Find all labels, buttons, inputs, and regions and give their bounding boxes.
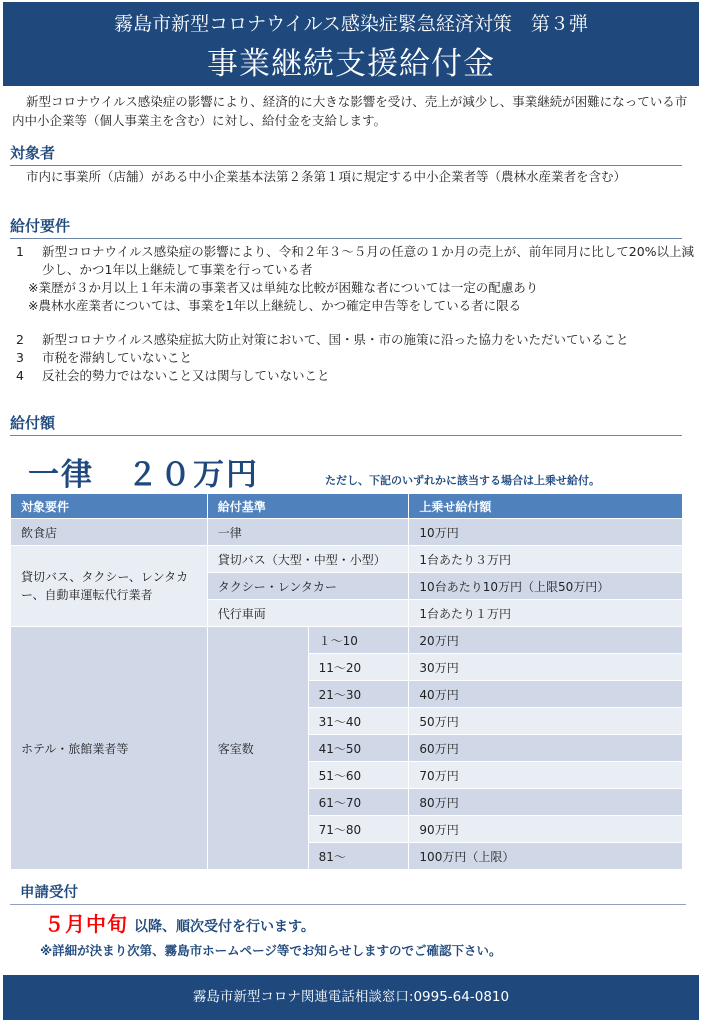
intro-paragraph: 新型コロナウイルス感染症の影響により、経済的に大きな影響を受け、売上が減少し、事業継続が困難になっている市内中小企業等（個人事業主を含む）に対し、給付金を支給します。 (12, 94, 688, 128)
cell-amount: 70万円 (409, 762, 683, 789)
application-date: ５月中旬 (44, 912, 128, 936)
page-subtitle: 霧島市新型コロナウイルス感染症緊急経済対策 第３弾 (114, 13, 588, 35)
requirement-number: 4 (16, 368, 24, 383)
cell-range: 21～30 (308, 681, 409, 708)
cell-basis: 一律 (207, 519, 409, 546)
requirement-item (16, 367, 696, 385)
cell-amount: 50万円 (409, 708, 683, 735)
cell-range: 31～40 (308, 708, 409, 735)
cell-amount: 100万円（上限） (409, 843, 683, 870)
header-basis: 給付基準 (207, 494, 409, 519)
requirements-list (16, 243, 696, 315)
cell-amount: 20万円 (409, 627, 683, 654)
requirement-item (16, 349, 696, 367)
cell-range: 51～60 (308, 762, 409, 789)
cell-range: 11～20 (308, 654, 409, 681)
grant-table (10, 493, 683, 870)
cell-target: 飲食店 (11, 519, 208, 546)
cell-range: 41～50 (308, 735, 409, 762)
cell-target: ホテル・旅館業者等 (11, 627, 208, 870)
cell-amount: 30万円 (409, 654, 683, 681)
application-text: 以降、順次受付を行います。 (134, 919, 315, 935)
header-amount: 上乗せ給付額 (409, 494, 683, 519)
amount-note: ただし、下記のいずれかに該当する場合は上乗せ給付。 (325, 474, 600, 487)
table-row (11, 519, 683, 546)
requirement-item (16, 331, 696, 349)
title-banner (3, 2, 699, 86)
footer-contact-banner (3, 975, 699, 1020)
requirement-number: 2 (16, 332, 24, 347)
cell-amount: 60万円 (409, 735, 683, 762)
cell-amount: 40万円 (409, 681, 683, 708)
section-heading-amount: 給付額 (10, 412, 682, 436)
section-heading-application: 申請受付 (10, 881, 686, 905)
page-title: 事業継続支援給付金 (207, 46, 495, 82)
cell-amount: 1台あたり３万円 (409, 546, 683, 573)
cell-amount: 10万円 (409, 519, 683, 546)
cell-basis: 客室数 (207, 627, 308, 870)
cell-target: 貸切バス、タクシー、レンタカー、自動車運転代行業者 (11, 546, 208, 627)
cell-basis: 貸切バス（大型・中型・小型） (207, 546, 409, 573)
requirement-number: 3 (16, 350, 24, 365)
cell-amount: 80万円 (409, 789, 683, 816)
application-line (44, 908, 315, 937)
requirement-number: 1 (16, 244, 24, 259)
cell-range: 61～70 (308, 789, 409, 816)
table-header-row (11, 494, 683, 519)
requirement-text: 新型コロナウイルス感染症拡大防止対策において、国・県・市の施策に沿った協力をいただいていること (42, 332, 629, 347)
cell-range: 71～80 (308, 816, 409, 843)
cell-amount: 10台あたり10万円（上限50万円） (409, 573, 683, 600)
cell-amount: 1台あたり１万円 (409, 600, 683, 627)
table-row (11, 546, 683, 573)
requirement-item (16, 243, 696, 279)
section-heading-requirements: 給付要件 (10, 215, 682, 239)
requirement-text: 反社会的勢力ではないこと又は関与していないこと (42, 368, 330, 383)
cell-amount: 90万円 (409, 816, 683, 843)
requirement-note: ※農林水産業者については、事業を1年以上継続し、かつ確定申告等をしている者に限る (28, 298, 522, 313)
application-note: ※詳細が決まり次第、霧島市ホームページ等でお知らせしますのでご確認下さい。 (40, 943, 502, 958)
flat-amount: 一律 ２０万円 (28, 457, 259, 493)
header-target: 対象要件 (11, 494, 208, 519)
cell-basis: タクシー・レンタカー (207, 573, 409, 600)
section-heading-target: 対象者 (10, 142, 682, 166)
cell-range: 81～ (308, 843, 409, 870)
table-row (11, 627, 683, 654)
requirement-text: 市税を滞納していないこと (42, 350, 193, 365)
cell-range: １～10 (308, 627, 409, 654)
target-text: 市内に事業所（店舗）がある中小企業基本法第２条第１項に規定する中小企業者等（農林水産業者を含む） (26, 169, 627, 184)
requirements-list-2 (16, 331, 696, 385)
cell-basis: 代行車両 (207, 600, 409, 627)
requirement-text: 新型コロナウイルス感染症の影響により、令和２年３～５月の任意の１か月の売上が、前年同月に比して20%以上減少し、かつ1年以上継続して事業を行っている者 (42, 244, 695, 277)
contact-phone: 霧島市新型コロナ関連電話相談窓口:0995-64-0810 (192, 989, 510, 1005)
requirement-note: ※業歴が３か月以上１年未満の事業者又は単純な比較が困難な者については一定の配慮あり (28, 280, 539, 295)
